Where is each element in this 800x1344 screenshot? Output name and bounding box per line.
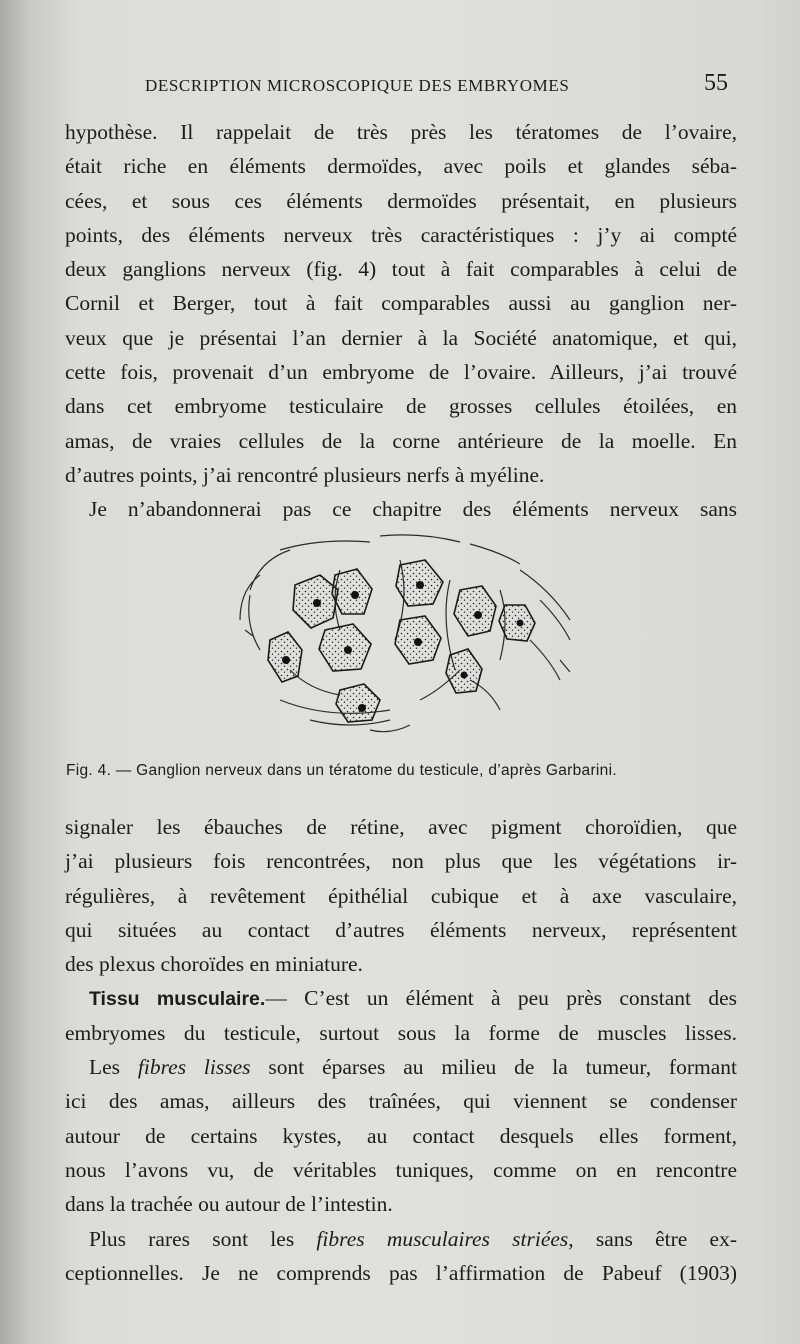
nerve-cells (268, 560, 535, 722)
text-line: j’ai plusieurs fois rencontrées, non plus que les végétations ir- (65, 849, 737, 874)
text-line: hypothèse. Il rappelait de très près les tératomes de l’ovaire, (65, 120, 737, 144)
text-line: cées, et sous ces éléments dermoïdes présentait, en plusieurs (65, 188, 737, 213)
text-line: des plexus choroïdes en miniature. (65, 952, 363, 977)
text-line: était riche en éléments dermoïdes, avec poils et glandes séba- (65, 154, 737, 179)
nerve-cell (454, 586, 496, 636)
text-line: amas, de vraies cellules de la corne antérieure de la moelle. En (65, 428, 737, 453)
text-line: cette fois, provenait d’un embryome de l’ovaire. Ailleurs, j’ai trouvé (65, 360, 737, 385)
text-line: ici des amas, ailleurs des traînées, qui viennent se condenser (65, 1089, 737, 1114)
fibres-lisses-line (65, 1050, 737, 1084)
text-fragment: Plus rares sont les (89, 1226, 317, 1251)
text-fragment: sont éparses au milieu de la tumeur, formant (250, 1055, 737, 1080)
text-line: Je n’abandonnerai pas ce chapitre des éléments nerveux sans (89, 497, 737, 522)
running-title: DESCRIPTION MICROSCOPIQUE DES EMBRYOMES (145, 76, 570, 95)
italic-term: fibres musculaires striées (316, 1226, 569, 1251)
text-line: Cornil et Berger, tout à fait comparables aussi au ganglion ner- (65, 291, 737, 316)
paragraph-nervous-elements (65, 115, 737, 527)
text-line: deux ganglions nerveux (fig. 4) tout à fait comparables à celui de (65, 257, 737, 282)
text-fragment: — C’est un élément à peu près constant des (265, 986, 737, 1011)
tissu-musculaire-line (65, 981, 737, 1015)
text-fragment: , sans être ex- (568, 1226, 738, 1251)
page-number: 55 (704, 70, 728, 96)
figure-caption: Fig. 4. — Ganglion nerveux dans un tératome du testicule, d’après Garbarini. (66, 762, 617, 779)
italic-term: fibres lisses (137, 1055, 251, 1080)
text-line: embryomes du testicule, surtout sous la forme de muscles lisses. (65, 1020, 737, 1045)
section-heading-tissu-musculaire: Tissu musculaire. (89, 988, 266, 1011)
nerve-cell (446, 649, 482, 693)
text-line: points, des éléments nerveux très caractéristiques : j’y ai compté (65, 222, 737, 247)
text-line: ceptionnelles. Je ne comprends pas l’affirmation de Pabeuf (1903) (65, 1260, 737, 1285)
nerve-cell (336, 684, 380, 722)
paragraph-retina-muscle (65, 810, 737, 1290)
nerve-cell (332, 569, 372, 614)
text-line: autour de certains kystes, au contact desquels elles forment, (65, 1123, 737, 1148)
text-line: veux que je présentai l’an dernier à la Société anatomique, et qui, (65, 325, 737, 350)
text-line: dans la trachée ou autour de l’intestin. (65, 1192, 393, 1217)
text-line: dans cet embryome testiculaire de grosses cellules étoilées, en (65, 394, 737, 419)
text-line: signaler les ébauches de rétine, avec pigment choroïdien, que (65, 815, 737, 839)
text-line: nous l’avons vu, de véritables tuniques, comme on en rencontre (65, 1157, 737, 1182)
ganglion-illustration (220, 530, 600, 750)
fibres-striees-line (65, 1222, 737, 1256)
page-header (0, 70, 800, 100)
text-line: d’autres points, j’ai rencontré plusieurs nerfs à myéline. (65, 462, 545, 487)
text-fragment: Les (89, 1055, 138, 1080)
text-line: régulières, à revêtement épithélial cubique et à axe vasculaire, (65, 883, 737, 908)
text-line: qui situées au contact d’autres éléments nerveux, représentent (65, 917, 737, 942)
